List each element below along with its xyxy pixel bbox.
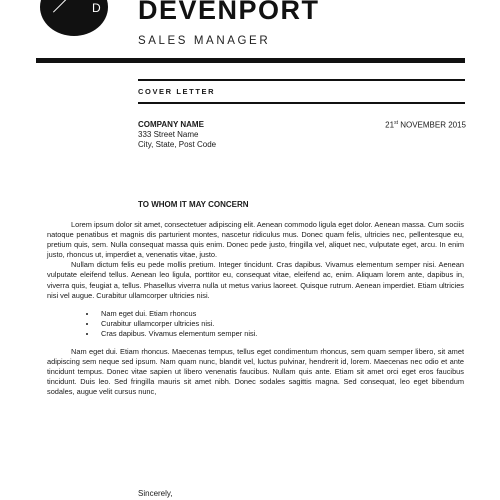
- header-divider: [36, 58, 465, 63]
- body-paragraph: Nullam dictum felis eu pede mollis pretium. Integer tincidunt. Cras dapibus. Vivamus elementum semper nisi. Aenean vulputate eleifend tellus. Aenean leo ligula, porttitor eu, consequat vitae, eleifend ac, enim. Aliquam lorem ante, dapibus in, viverra quis, feugiat a, tellus. Phasellus viverra nulla ut metus varius laoreet. Quisque rutrum. Aenean imperdiet. Etiam ultricies nisi vel augue. Curabitur ullamcorper ultricies nisi.: [47, 260, 464, 300]
- date-month-year: NOVEMBER 2015: [397, 120, 466, 130]
- list-item: • Curabitur ullamcorper ultricies nisi.: [97, 319, 464, 329]
- body-paragraph: Lorem ipsum dolor sit amet, consectetuer adipiscing elit. Aenean commodo ligula eget dolor. Aenean massa. Cum sociis natoque penatibus et magnis dis parturient montes, nascetur ridiculus mus. Donec quam felis, ultricies nec, pellentesque eu, pretium quis, sem. Nulla consequat massa quis enim. Donec pede justo, fringilla vel, aliquet nec, vulputate eget, arcu. In enim justo, rhoncus ut, imperdiet a, venenatis vitae, justo.: [47, 220, 464, 260]
- recipient-city: City, State, Post Code: [138, 140, 217, 149]
- body-paragraph: Nam eget dui. Etiam rhoncus. Maecenas tempus, tellus eget condimentum rhoncus, sem quam semper libero, sit amet adipiscing sem neque sed ipsum. Nam quam nunc, blandit vel, luctus pulvinar, hendrerit id, lorem. Maecenas nec odio et ante tincidunt tempus. Donec vitae sapien ut libero venenatis faucibus. Nullam quis ante. Etiam sit amet orci eget eros faucibus tincidunt. Duis leo. Sed fringilla mauris sit amet nibh. Donec sodales sagittis magna. Sed consequat, leo eget bibendum sodales, augue velit cursus nunc,: [47, 347, 464, 397]
- monogram-logo: [40, 0, 108, 36]
- recipient-street: 333 Street Name: [138, 130, 199, 139]
- letter-body: [47, 220, 464, 398]
- applicant-title: SALES MANAGER: [138, 35, 271, 47]
- date-day: 21: [385, 120, 395, 130]
- list-item: • Nam eget dui. Etiam rhoncus: [97, 309, 464, 319]
- bullet-list: [97, 309, 464, 339]
- recipient-company: COMPANY NAME: [138, 120, 204, 129]
- logo-slash-mark: [53, 0, 72, 13]
- section-rule-bottom: [138, 102, 465, 104]
- logo-letter: D: [92, 1, 102, 15]
- letter-date: [385, 120, 466, 130]
- list-item: • Cras dapibus. Vivamus elementum semper nisi.: [97, 329, 464, 339]
- recipient-address: [138, 120, 216, 150]
- date-suffix: st: [394, 120, 398, 126]
- document-type-label: COVER LETTER: [138, 87, 216, 96]
- salutation: TO WHOM IT MAY CONCERN: [138, 200, 249, 209]
- sign-off: Sincerely,: [138, 489, 173, 498]
- section-rule-top: [138, 79, 465, 81]
- applicant-name: DEVENPORT: [138, 0, 320, 25]
